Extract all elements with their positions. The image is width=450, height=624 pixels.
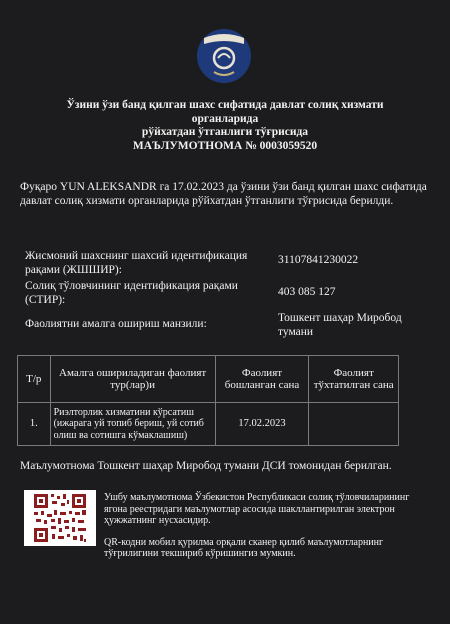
pinfl-label: Жисмоний шахснинг шахсий идентификация рақами (ЖШШИР): xyxy=(25,250,248,276)
row-number: 1. xyxy=(18,403,51,446)
qr-code-icon xyxy=(24,490,96,546)
state-emblem-icon xyxy=(196,28,252,84)
activities-table xyxy=(17,355,399,446)
row-start-date: 17.02.2023 xyxy=(215,403,309,446)
header-end-date: Фаолият тўхтатилган сана xyxy=(309,356,399,403)
row-end-date xyxy=(309,403,399,446)
tin-label: Солиқ тўловчининг идентификация рақами (СТИР): xyxy=(25,280,238,306)
table-header-row xyxy=(18,356,399,403)
document-title xyxy=(30,99,420,153)
title-line-3: рўйхатдан ўтганлиги тўғрисида xyxy=(141,126,309,138)
table-row xyxy=(18,403,399,446)
address-value: Тошкент шаҳар Миробод тумани xyxy=(278,312,402,338)
note-paragraph-1: Ушбу маълумотнома Ўзбекистон Республикаси солиқ тўловчиларининг ягона реестридаги маълумотлар асосида шакллантирилган электрон ҳужжатнинг нусхасидир. xyxy=(104,492,410,526)
title-line-1: Ўзини ўзи банд қилган шахс сифатида давлат солиқ хизмати xyxy=(66,99,384,111)
title-line-2: органларида xyxy=(191,112,259,125)
row-activity: Риэлторлик хизматини кўрсатиш (ижарага уй топиб бериш, уй сотиб олиш ва сотишга кўмаклашиш) xyxy=(50,403,215,446)
header-start-date: Фаолият бошланган сана xyxy=(215,356,309,403)
pinfl-value: 31107841230022 xyxy=(278,254,359,266)
header-number: Т/р xyxy=(18,356,51,403)
header-activity: Амалга ошириладиган фаолият тур(лар)и xyxy=(50,356,215,403)
note-paragraph-2: QR-кодни мобил қурилма орқали сканер қилиб маълумотларнинг тўғрилигини текшириб кўришингиз мумкин. xyxy=(104,536,384,559)
intro-paragraph: Фуқаро YUN ALEKSANDR га 17.02.2023 да ўзини ўзи банд қилган шахс сифатида давлат солиқ хизмати органларида рўйхатдан ўтганлиги тўғрисида берилди. xyxy=(20,181,427,207)
tin-value: 403 085 127 xyxy=(278,286,336,298)
issued-by: Маълумотнома Тошкент шаҳар Миробод тумани ДСИ томонидан берилган. xyxy=(20,460,392,472)
address-label: Фаолиятни амалга ошириш манзили: xyxy=(25,318,207,330)
verification-note xyxy=(104,492,424,570)
certificate-number: МАЪЛУМОТНОМА № 0003059520 xyxy=(132,139,318,152)
